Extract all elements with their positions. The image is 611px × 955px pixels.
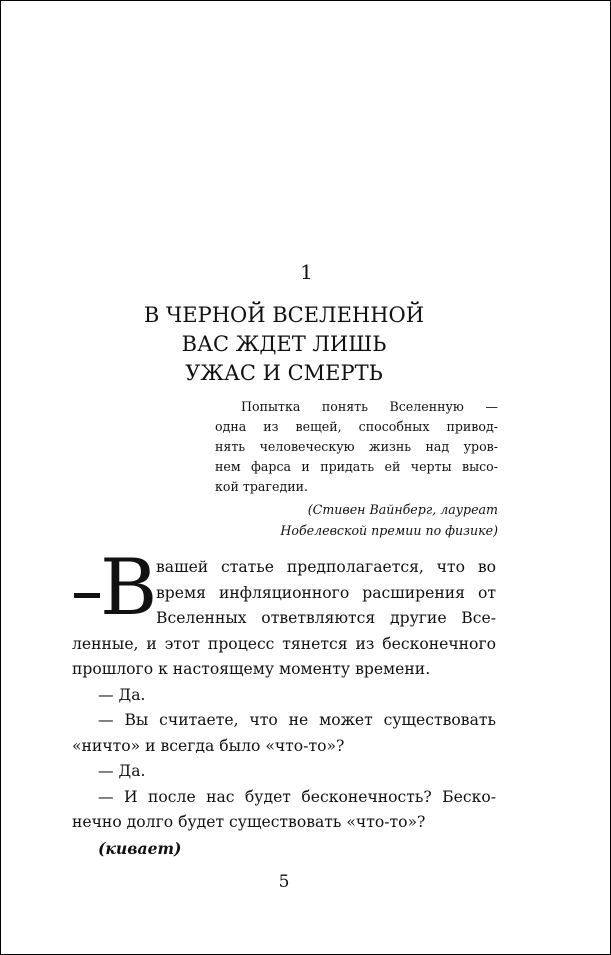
chapter-title-line: УЖАС И СМЕРТЬ [185, 361, 383, 385]
epigraph-attribution [280, 499, 498, 541]
page-number: 5 [278, 872, 290, 892]
dialogue-line: — Да. [98, 685, 146, 704]
chapter-title [1, 301, 567, 388]
epigraph-line: Попытка понять Вселенную — [241, 399, 498, 414]
body-line: прошлого к настоящему моменту времени. [72, 660, 431, 678]
epigraph-line: кой трагедии. [215, 479, 308, 494]
epigraph-line: нять человеческую жизнь над уров- [215, 439, 498, 454]
attribution-line: Нобелевской премии по физике) [280, 523, 498, 538]
body-text [72, 555, 496, 861]
stage-direction: (кивает) [98, 838, 182, 858]
body-line: время инфляционного расширения от [156, 583, 496, 602]
dialogue-line: «ничто» и всегда было «что-то»? [72, 736, 345, 755]
chapter-title-line: ВАС ЖДЕТ ЛИШЬ [181, 332, 387, 356]
attribution-line: (Стивен Вайнберг, лауреат [307, 502, 498, 517]
dialogue-line: — И после нас будет бесконечность? Беско- [98, 787, 496, 806]
dialogue-line: нечно долго будет существовать «что-то»? [72, 813, 426, 831]
epigraph-line: нем фарса и придать ей черты высо- [215, 459, 498, 474]
chapter-title-line: В ЧЕРНОЙ ВСЕЛЕННОЙ [143, 303, 425, 327]
body-line: вашей статье предполагается, что во [156, 558, 496, 576]
epigraph-line: одна из вещей, способных привод- [215, 419, 498, 434]
body-line: Вселенных ответвляются другие Все- [156, 609, 496, 627]
drop-cap-letter: В [100, 543, 158, 633]
dialogue-line: — Да. [98, 762, 146, 780]
dialogue-line: — Вы считаете, что не может существовать [98, 711, 496, 729]
body-line: ленные, и этот процесс тянется из бесконечного [72, 634, 496, 653]
chapter-number: 1 [300, 260, 313, 284]
epigraph [215, 397, 498, 538]
